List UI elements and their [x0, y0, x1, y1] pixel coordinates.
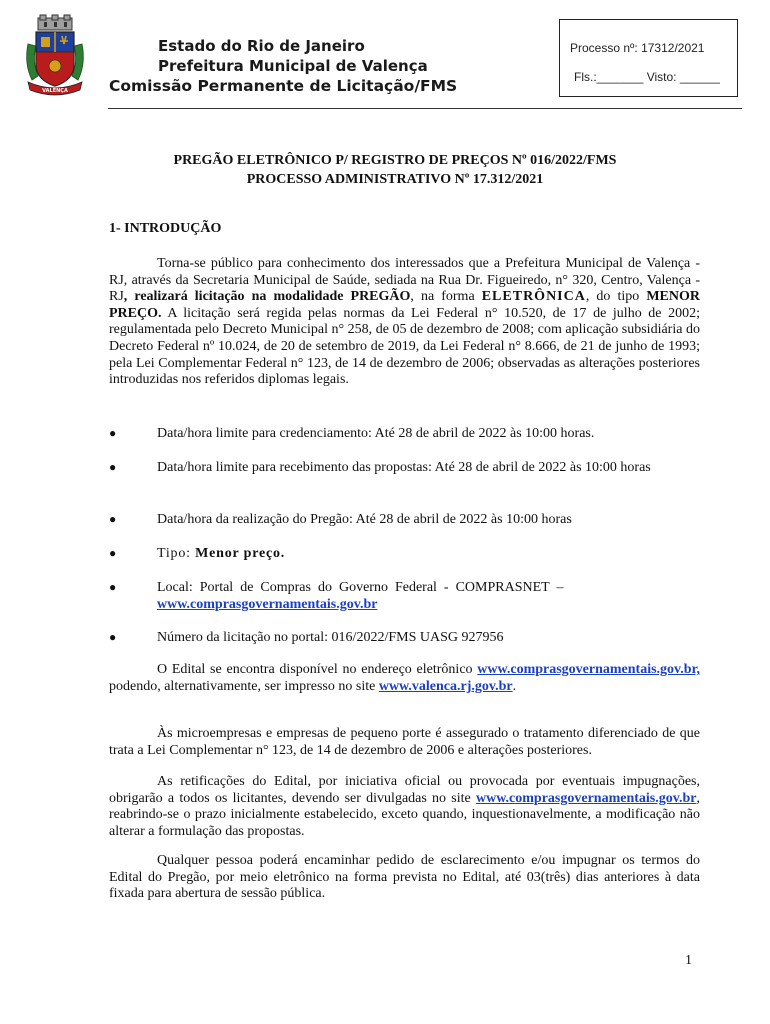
comprasnet-link[interactable]: www.comprasgovernamentais.gov.br: [157, 597, 378, 612]
crest-ribbon-text: VALENÇA: [42, 88, 68, 94]
bullet-icon: ●: [109, 580, 117, 594]
bullet-icon: ●: [109, 546, 117, 560]
intro-paragraph: Torna-se público para conhecimento dos interessados que a Prefeitura Municipal de Valença - RJ, através da Secretaria Municipal de Saúde, sediada na Rua Dr. Figueiredo, n° 320, Centro, Valença - RJ, realizará licitação na modalidade PREGÃO, na forma ELETRÔNICA, do tipo MENOR PREÇO. A licitação será regida pelas normas da Lei Federal n° 10.520, de 17 de julho de 2002; regulamentada pelo Decreto Municipal n° 258, de 05 de dezembro de 2008; com aplicação subsidiária do Decreto Federal nº 10.024, de 20 de setembro de 2019, da Lei Federal n° 8.666, de 21 de junho de 1993; pela Lei Complementar Federal n° 123, de 14 de dezembro de 2006; observadas as alterações posteriores introduzidas nos referidos diplomas legais.: [109, 256, 700, 388]
comprasgovernamentais-link-2[interactable]: www.comprasgovernamentais.gov.br: [476, 790, 697, 806]
document-title: PREGÃO ELETRÔNICO P/ REGISTRO DE PREÇOS Nº 016/2022/FMS: [173, 153, 617, 168]
header-state: Estado do Rio de Janeiro: [158, 37, 365, 55]
bullet-icon: ●: [109, 512, 117, 526]
header-prefecture: Prefeitura Municipal de Valença: [158, 57, 428, 75]
header-divider: [108, 108, 742, 109]
document-subtitle: PROCESSO ADMINISTRATIVO Nº 17.312/2021: [246, 172, 544, 187]
bullet-icon: ●: [109, 460, 117, 474]
esclarecimento-paragraph: Qualquer pessoa poderá encaminhar pedido de esclarecimento e/ou impugnar os termos do Edital do Pregão, por meio eletrônico na forma prevista no Edital, até 03(três) dias anteriores à data fixada para abertura de sessão pública.: [109, 853, 700, 902]
microempresas-paragraph: Às microempresas e empresas de pequeno porte é assegurado o tratamento diferenciado de que trata a Lei Complementar n° 123, de 14 de dezembro de 2006 e alterações posteriores.: [109, 726, 700, 758]
edital-paragraph: O Edital se encontra disponível no endereço eletrônico www.comprasgovernamentais.gov.br, podendo, alternativamente, ser impresso no site www.valenca.rj.gov.br.: [109, 662, 700, 694]
valenca-coat-of-arms-logo: [22, 14, 88, 98]
valenca-site-link[interactable]: www.valenca.rj.gov.br: [378, 678, 513, 694]
page-number: 1: [685, 953, 692, 968]
comprasgovernamentais-link[interactable]: www.comprasgovernamentais.gov.br,: [477, 662, 700, 677]
process-number: Processo nº: 17312/2021: [570, 41, 705, 55]
section-heading-introducao: 1- INTRODUÇÃO: [109, 221, 222, 236]
bullet-icon: ●: [109, 426, 117, 440]
list-item-recebimento: ● Data/hora limite para recebimento das propostas: Até 28 de abril de 2022 às 10:00 horas: [109, 460, 651, 475]
header-commission: Comissão Permanente de Licitação/FMS: [109, 77, 458, 95]
bullet-icon: ●: [109, 630, 117, 644]
fls-visto-field: Fls.:_______ Visto: ______: [574, 70, 720, 84]
process-number-box: [559, 19, 738, 97]
retificacoes-paragraph: As retificações do Edital, por iniciativa oficial ou provocada por eventuais impugnações, obrigarão a todos os licitantes, devendo ser divulgadas no site www.comprasgovernamentais.gov.br, reabrindo-se o prazo inicialmente estabelecido, exceto quando, inquestionavelmente, a modificação não alterar a formulação das propostas.: [109, 774, 700, 839]
